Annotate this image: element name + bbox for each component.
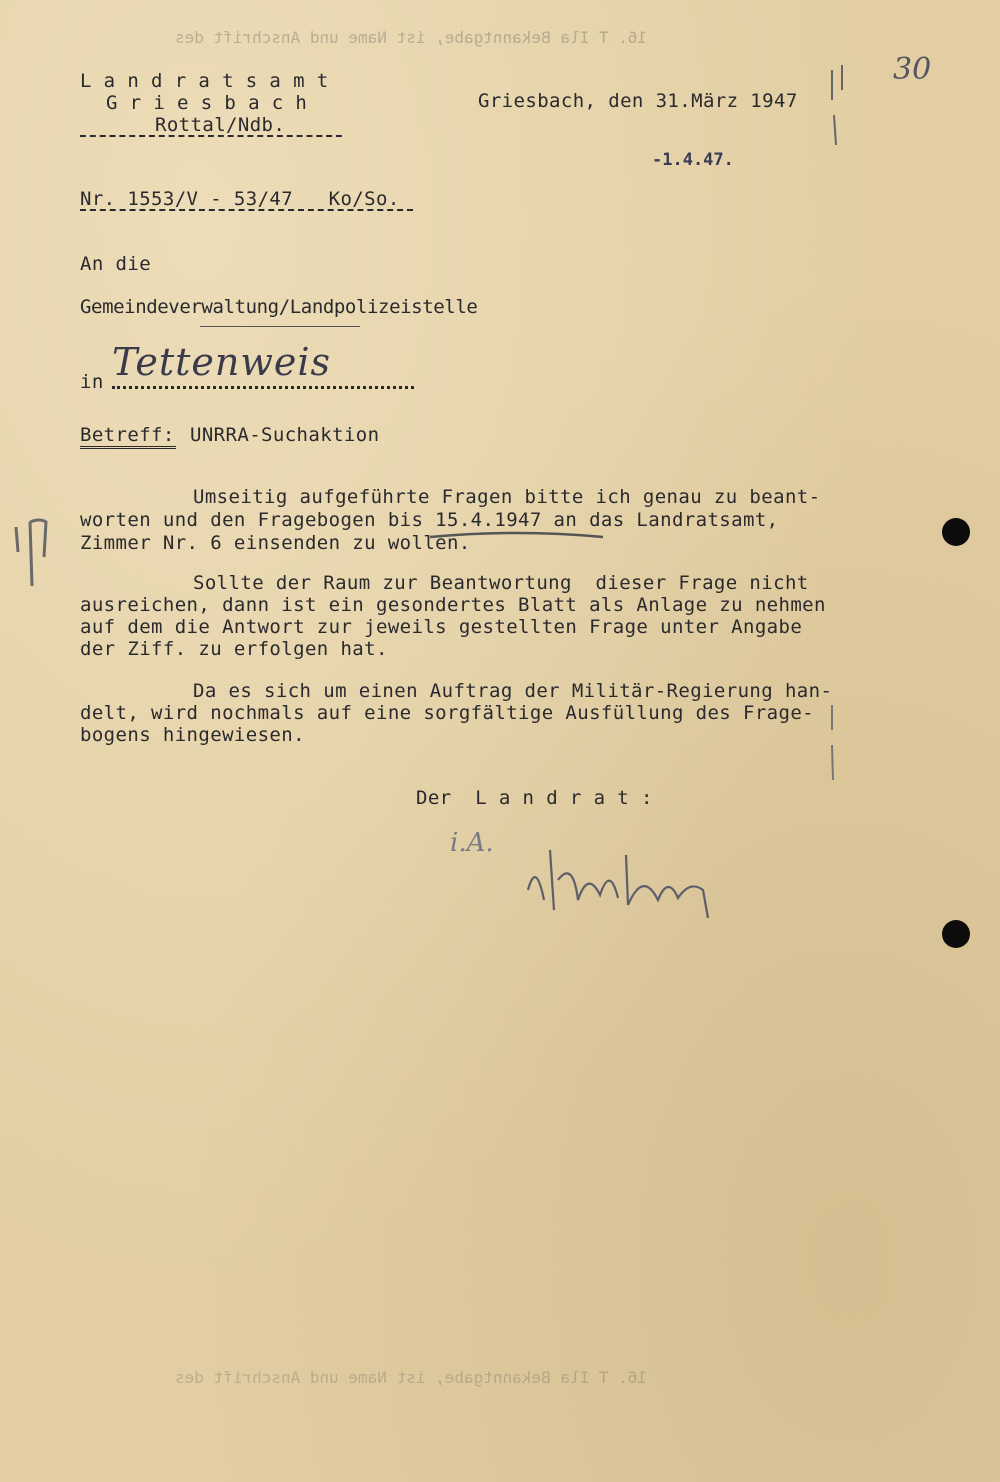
reference-underline xyxy=(80,209,413,211)
recipient-salutation: An die xyxy=(80,253,152,275)
recipient-place-dotted-line xyxy=(112,386,414,389)
body-p3-line1: Da es sich um einen Auftrag der Militär-Regierung han- xyxy=(193,680,833,702)
body-p3-line3: bogens hingewiesen. xyxy=(80,724,305,746)
punch-hole-lower xyxy=(942,920,970,948)
closing-title: Der L a n d r a t : xyxy=(416,787,653,809)
body-p2-line4: der Ziff. zu erfolgen hat. xyxy=(80,638,388,660)
margin-pencil-strokes-lower xyxy=(826,700,840,785)
body-p2-line3: auf dem die Antwort zur jeweils gestellten Frage unter Angabe xyxy=(80,616,803,638)
bleed-through-text-top: 16. T Ila Bekanntgabe, ist Name und Anschrift des xyxy=(175,28,648,47)
letterhead-town: G r i e s b a c h xyxy=(106,92,308,114)
body-p1-line1: Umseitig aufgeführte Fragen bitte ich genau zu beant- xyxy=(193,486,821,508)
body-p1-line2: worten und den Fragebogen bis 15.4.1947 an das Landratsamt, xyxy=(80,509,779,531)
recipient-place-handwritten: Tettenweis xyxy=(112,340,332,384)
place-and-date: Griesbach, den 31.März 1947 xyxy=(478,90,798,112)
signature-handwritten xyxy=(518,830,718,925)
body-p1-line3: Zimmer Nr. 6 einsenden zu wollen. xyxy=(80,532,471,554)
deadline-pencil-underline xyxy=(428,527,608,547)
margin-page-number: 30 xyxy=(893,52,932,87)
letterhead-office: L a n d r a t s a m t xyxy=(80,70,329,92)
recipient-office: Gemeindeverwaltung/Landpolizeistelle xyxy=(80,296,478,318)
margin-pencil-strokes-right xyxy=(828,60,848,150)
body-p3-line2: delt, wird nochmals auf eine sorgfältige Ausfüllung des Frage- xyxy=(80,702,815,724)
punch-hole-upper xyxy=(942,518,970,546)
bleed-through-text-bottom: 16. T Ila Bekanntgabe, ist Name und Anschrift des xyxy=(175,1368,648,1387)
body-p2-line1: Sollte der Raum zur Beantwortung dieser Frage nicht xyxy=(193,572,809,594)
subject-text: UNRRA-Suchaktion xyxy=(190,424,380,446)
recipient-in-label: in xyxy=(80,371,104,393)
recipient-office-underline xyxy=(200,326,360,327)
signature-prefix: i.A. xyxy=(450,828,494,858)
letterhead-region: Rottal/Ndb. xyxy=(155,114,286,136)
subject-label: Betreff: xyxy=(80,424,175,446)
reference-number: Nr. 1553/V - 53/47 Ko/So. xyxy=(80,188,400,210)
letterhead-underline xyxy=(80,135,342,137)
subject-label-underline xyxy=(80,446,176,449)
margin-pencil-mark-left xyxy=(8,512,53,592)
received-date-stamp: -1.4.47. xyxy=(652,150,734,170)
body-p2-line2: ausreichen, dann ist ein gesondertes Blatt als Anlage zu nehmen xyxy=(80,594,826,616)
